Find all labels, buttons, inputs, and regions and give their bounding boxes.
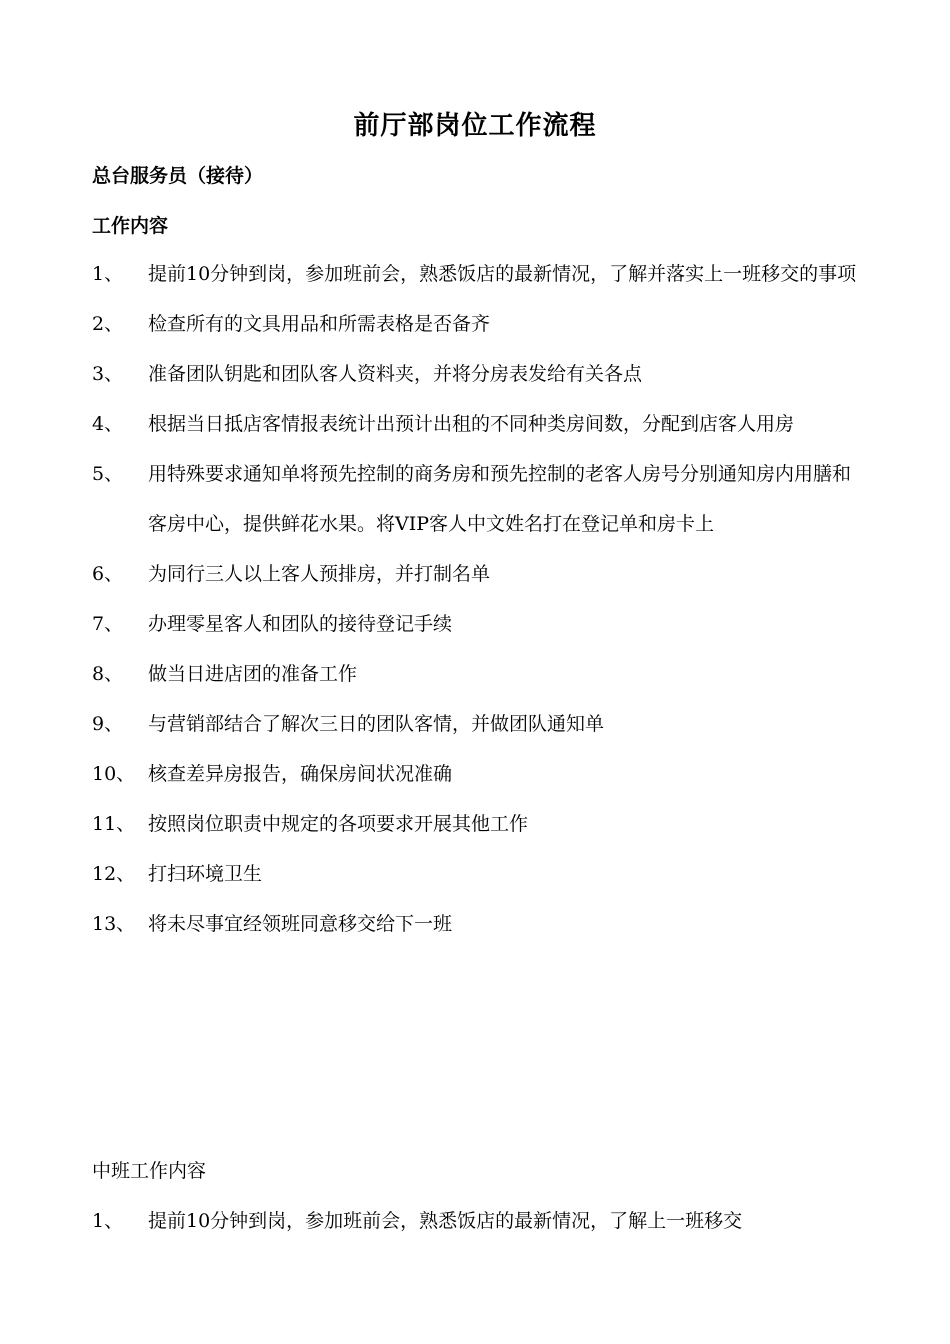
list-item <box>92 399 862 449</box>
item-text: 将未尽事宜经领班同意移交给下一班 <box>148 913 453 935</box>
item-number: 12、 <box>92 863 136 885</box>
document-title: 前厅部岗位工作流程 <box>353 111 597 141</box>
list-item <box>92 649 862 699</box>
item-number: 13、 <box>92 913 136 935</box>
item-number: 9、 <box>92 713 124 735</box>
list-item <box>92 1196 862 1246</box>
list-item <box>92 449 862 549</box>
section-heading: 工作内容 <box>92 215 169 237</box>
item-text: 核查差异房报告，确保房间状况准确 <box>148 763 453 785</box>
list-item <box>92 549 862 599</box>
work-content-list <box>92 249 862 949</box>
item-number: 6、 <box>92 563 124 585</box>
list-item <box>92 299 862 349</box>
item-text: 提前10分钟到岗，参加班前会，熟悉饭店的最新情况，了解上一班移交 <box>148 1210 743 1232</box>
item-text: 用特殊要求通知单将预先控制的商务房和预先控制的老客人房号分别通知房内用膳和客房中心，提供鲜花水果。将VIP客人中文姓名打在登记单和房卡上 <box>148 463 852 535</box>
item-text: 提前10分钟到岗，参加班前会，熟悉饭店的最新情况，了解并落实上一班移交的事项 <box>148 263 857 285</box>
item-number: 8、 <box>92 663 124 685</box>
item-text: 办理零星客人和团队的接待登记手续 <box>148 613 453 635</box>
list-item <box>92 899 862 949</box>
item-number: 2、 <box>92 313 124 335</box>
list-item <box>92 249 862 299</box>
item-text: 做当日进店团的准备工作 <box>148 663 358 685</box>
list-item <box>92 849 862 899</box>
role-heading: 总台服务员（接待） <box>92 165 264 187</box>
list-item <box>92 699 862 749</box>
list-item <box>92 349 862 399</box>
item-number: 11、 <box>92 813 136 835</box>
item-text: 准备团队钥匙和团队客人资料夹，并将分房表发给有关各点 <box>148 363 643 385</box>
list-item <box>92 749 862 799</box>
item-text: 按照岗位职责中规定的各项要求开展其他工作 <box>148 813 529 835</box>
item-number: 1、 <box>92 1210 124 1232</box>
middle-shift-list <box>92 1196 862 1246</box>
item-text: 为同行三人以上客人预排房，并打制名单 <box>148 563 491 585</box>
middle-shift-heading: 中班工作内容 <box>92 1160 207 1182</box>
item-text: 检查所有的文具用品和所需表格是否备齐 <box>148 313 491 335</box>
item-text: 根据当日抵店客情报表统计出预计出租的不同种类房间数，分配到店客人用房 <box>148 413 795 435</box>
list-item <box>92 799 862 849</box>
item-number: 1、 <box>92 263 124 285</box>
item-number: 3、 <box>92 363 124 385</box>
item-number: 4、 <box>92 413 124 435</box>
item-text: 与营销部结合了解次三日的团队客情，并做团队通知单 <box>148 713 605 735</box>
item-text: 打扫环境卫生 <box>148 863 263 885</box>
item-number: 10、 <box>92 763 136 785</box>
list-item <box>92 599 862 649</box>
item-number: 7、 <box>92 613 124 635</box>
item-number: 5、 <box>92 463 124 485</box>
